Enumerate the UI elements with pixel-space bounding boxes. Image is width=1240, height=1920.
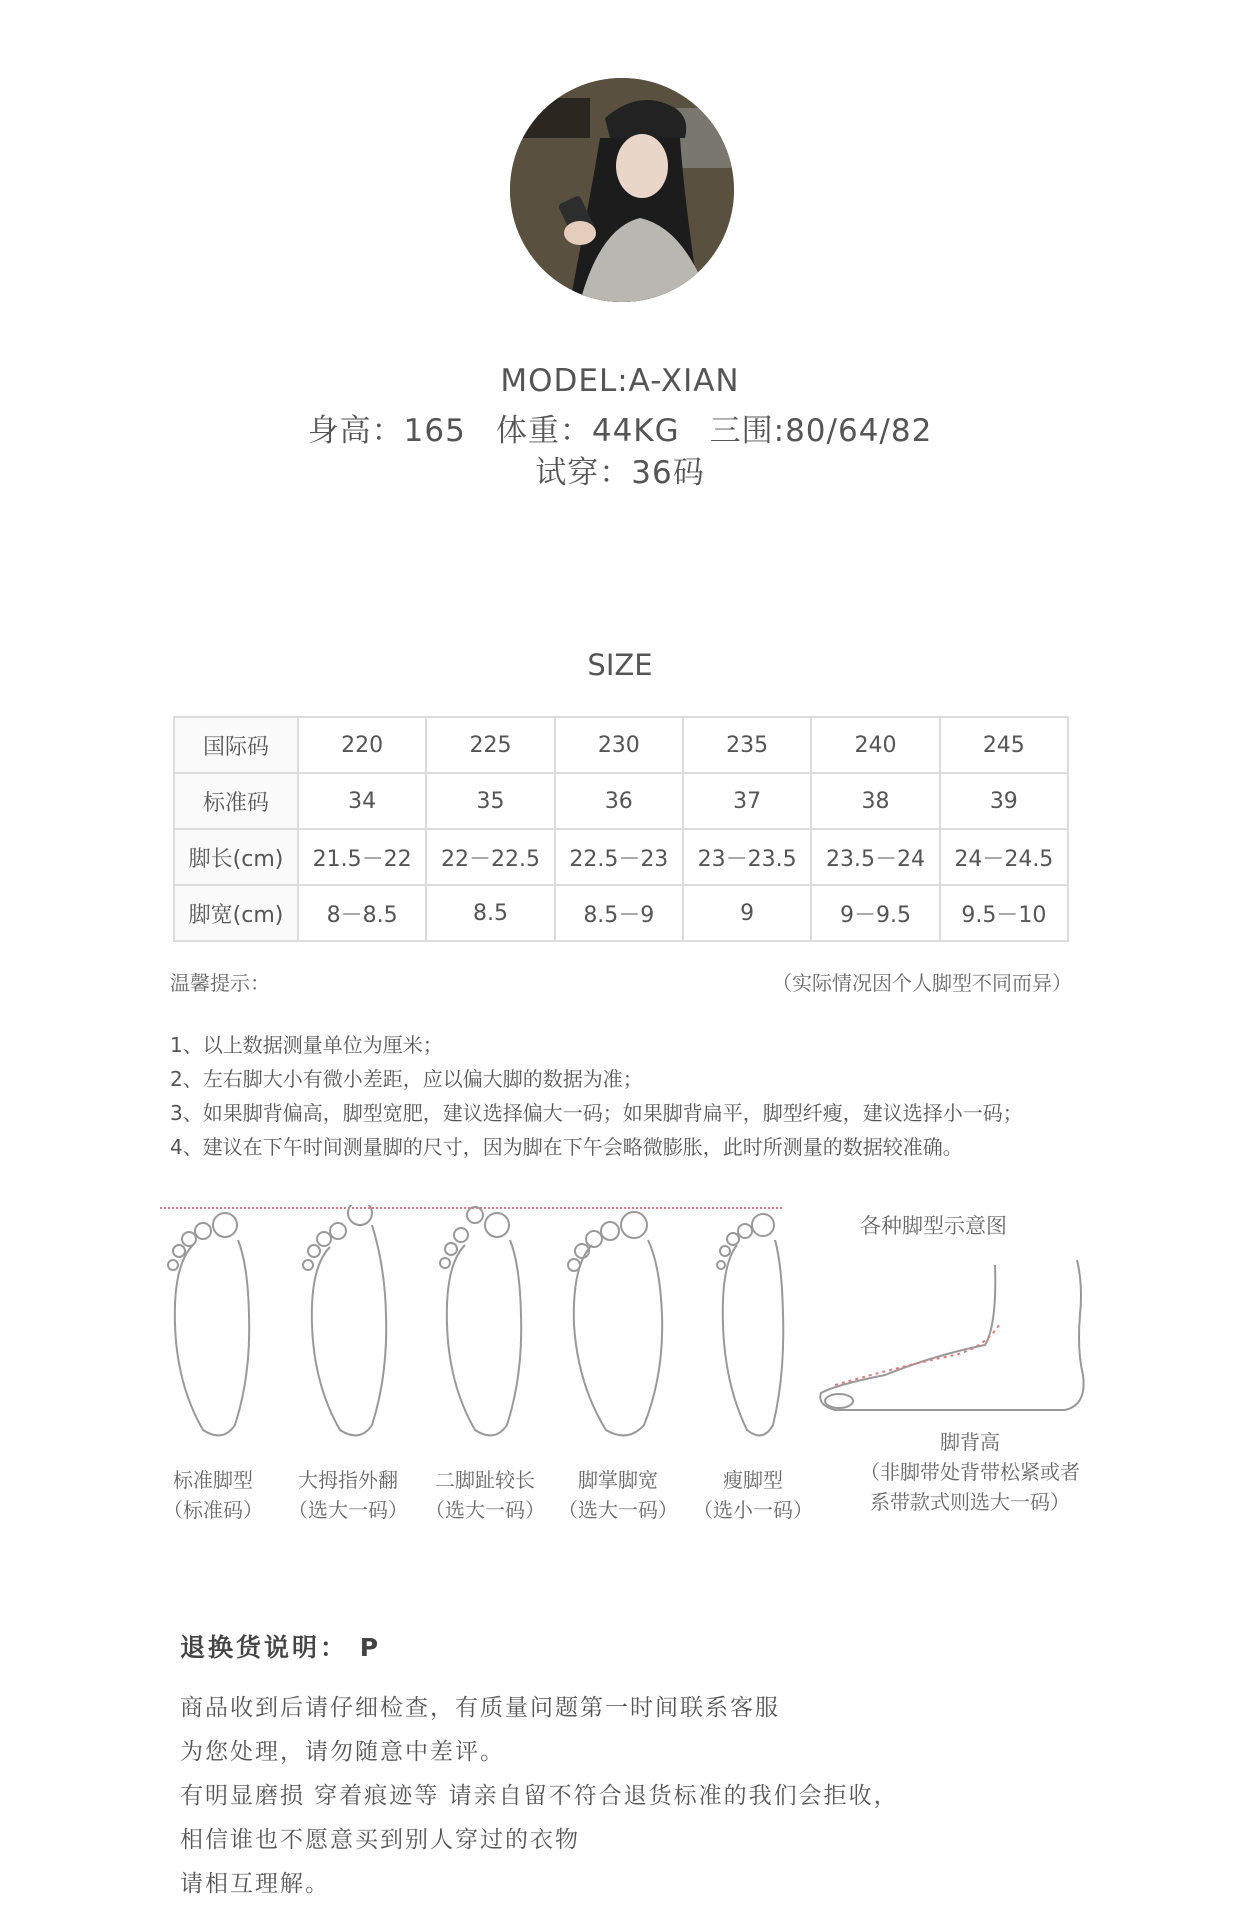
foot-type-label [138, 1465, 288, 1525]
foot-type-name: 瘦脚型 [723, 1468, 783, 1492]
foot-type-name: 标准脚型 [173, 1468, 253, 1492]
foot-outline-icon [693, 1205, 813, 1445]
tip-item: 4、建议在下午时间测量脚的尺寸，因为脚在下午会略微膨胀，此时所测量的数据较准确。 [170, 1135, 963, 1159]
table-cell: 37 [683, 773, 811, 829]
foot-type-name: 大拇指外翻 [298, 1468, 398, 1492]
row-label: 国际码 [174, 717, 298, 773]
foot-type-name: 脚掌脚宽 [578, 1468, 658, 1492]
table-cell: 9.5－10 [940, 885, 1068, 941]
table-cell: 23.5－24 [811, 829, 939, 885]
row-label: 脚宽(cm) [174, 885, 298, 941]
table-row [174, 773, 1068, 829]
table-row [174, 829, 1068, 885]
tips-note: （实际情况因个人脚型不同而异） [772, 971, 1072, 995]
foot-type-advice: （标准码） [163, 1498, 263, 1522]
returns-title: 退换货说明： P [180, 1633, 382, 1662]
tip-item: 2、左右脚大小有微小差距，应以偏大脚的数据为准； [170, 1067, 643, 1091]
foot-type-label [410, 1465, 560, 1525]
tip-item: 1、以上数据测量单位为厘米； [170, 1033, 443, 1057]
foot-type-advice: （选大一码） [558, 1498, 678, 1522]
table-cell: 22.5－23 [555, 829, 683, 885]
instep-label [840, 1427, 1100, 1517]
table-cell: 34 [298, 773, 426, 829]
model-measurements: 三围:80/64/82 [709, 413, 933, 449]
table-cell: 35 [426, 773, 554, 829]
table-cell: 9－9.5 [811, 885, 939, 941]
side-foot-icon [815, 1255, 1090, 1420]
table-cell: 21.5－22 [298, 829, 426, 885]
model-photo-illustration [510, 78, 734, 302]
table-row [174, 717, 1068, 773]
returns-line: 有明显磨损 穿着痕迹等 请亲自留不符合退货标准的我们会拒收， [180, 1783, 899, 1809]
table-cell: 22－22.5 [426, 829, 554, 885]
tips-label: 温馨提示： [170, 971, 270, 995]
foot-outline-icon [425, 1205, 545, 1445]
foot-type-name: 二脚趾较长 [435, 1468, 535, 1492]
size-title: SIZE [587, 648, 653, 682]
returns-line: 请相互理解。 [180, 1871, 330, 1897]
table-cell: 23－23.5 [683, 829, 811, 885]
instep-title: 脚背高 [940, 1430, 1000, 1454]
model-height: 身高：165 [307, 413, 466, 449]
table-cell: 220 [298, 717, 426, 773]
table-cell: 24－24.5 [940, 829, 1068, 885]
table-cell: 240 [811, 717, 939, 773]
model-weight: 体重：44KG [495, 413, 680, 449]
model-name: MODEL:A-XIAN [500, 363, 740, 399]
foot-outline-icon [558, 1205, 678, 1445]
foot-type-label [678, 1465, 828, 1525]
table-cell: 38 [811, 773, 939, 829]
table-cell: 39 [940, 773, 1068, 829]
table-cell: 8.5 [426, 885, 554, 941]
foot-type-label [273, 1465, 423, 1525]
foot-outline-icon [288, 1205, 408, 1445]
model-avatar [510, 78, 734, 302]
table-cell: 9 [683, 885, 811, 941]
tip-item: 3、如果脚背偏高，脚型宽肥，建议选择偏大一码；如果脚背扁平，脚型纤瘦，建议选择小一码； [170, 1101, 1023, 1125]
foot-type-advice: （选小一码） [693, 1498, 813, 1522]
table-row [174, 885, 1068, 941]
instep-note: （非脚带处背带松紧或者 [860, 1460, 1080, 1484]
returns-line: 为您处理，请勿随意中差评。 [180, 1739, 505, 1765]
foot-type-label [543, 1465, 693, 1525]
returns-body [180, 1686, 899, 1906]
diagram-title: 各种脚型示意图 [860, 1214, 1007, 1238]
foot-type-advice: （选大一码） [288, 1498, 408, 1522]
table-cell: 8－8.5 [298, 885, 426, 941]
table-cell: 225 [426, 717, 554, 773]
returns-line: 相信谁也不愿意买到别人穿过的衣物 [180, 1827, 580, 1853]
table-cell: 235 [683, 717, 811, 773]
foot-outline-icon [153, 1205, 273, 1445]
table-cell: 8.5－9 [555, 885, 683, 941]
row-label: 标准码 [174, 773, 298, 829]
returns-line: 商品收到后请仔细检查，有质量问题第一时间联系客服 [180, 1695, 780, 1721]
model-trial-size: 试穿：36码 [535, 455, 705, 491]
row-label: 脚长(cm) [174, 829, 298, 885]
tips-list [170, 1028, 1090, 1164]
model-stats [0, 405, 1240, 450]
foot-type-advice: （选大一码） [425, 1498, 545, 1522]
table-cell: 230 [555, 717, 683, 773]
table-cell: 36 [555, 773, 683, 829]
size-table [173, 716, 1069, 942]
table-cell: 245 [940, 717, 1068, 773]
instep-note: 系带款式则选大一码） [870, 1490, 1070, 1514]
